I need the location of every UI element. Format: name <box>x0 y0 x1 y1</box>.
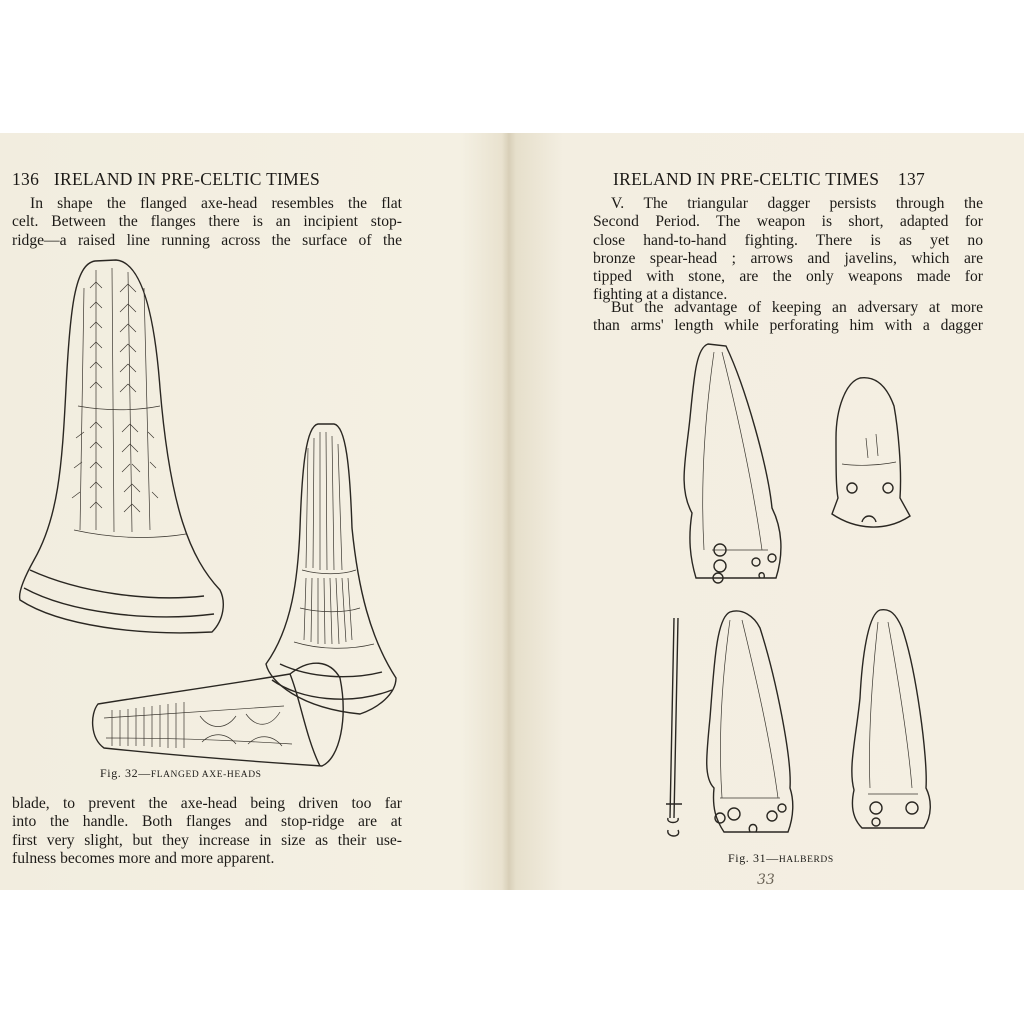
handwritten-figure-correction: 33 <box>757 872 775 888</box>
halberd-illustration-bottom-far-left <box>666 618 682 836</box>
right-para1-line: Second Period. The weapon is short, adapted for <box>593 213 983 231</box>
right-para1-line: close hand-to-hand fighting. There is as yet no <box>593 231 983 249</box>
left-bottom-line: blade, to prevent the axe-head being driven too far <box>12 795 402 812</box>
figure-31-caption <box>728 851 834 866</box>
right-running-head: IRELAND IN PRE-CELTIC TIMES <box>613 169 880 189</box>
figure-31-caption-prefix: Fig. 31— <box>728 851 779 865</box>
figure-32-caption-title: FLANGED AXE-HEADS <box>150 770 262 780</box>
figure-32-caption <box>100 766 262 781</box>
halberd-illustration-bottom-left <box>707 611 793 832</box>
right-para1-line: tipped with stone, are the only weapons made for <box>593 268 983 286</box>
figure-32-caption-prefix: Fig. 32— <box>100 766 151 780</box>
right-running-header <box>613 169 925 190</box>
right-para2-line: But the advantage of keeping an adversary at more <box>611 299 983 316</box>
left-bottom-line: fulness becomes more and more apparent. <box>12 849 275 867</box>
right-paragraph-1 <box>593 195 983 305</box>
left-bottom-line: first very slight, but they increase in size as their use- <box>12 831 402 849</box>
halberd-illustration-bottom-right <box>852 610 930 828</box>
halberd-illustration-top-left <box>684 344 781 583</box>
left-running-head: IRELAND IN PRE-CELTIC TIMES <box>53 169 321 189</box>
left-page <box>0 133 503 890</box>
right-para1-line: bronze spear-head ; arrows and javelins, which are <box>593 249 983 267</box>
right-para2-line: than arms' length while perforating him with a dagger <box>593 317 983 335</box>
large-axe-head-illustration <box>20 260 224 633</box>
left-top-line: celt. Between the flanges there is an incipient stop- <box>12 213 402 231</box>
left-bottom-line: into the handle. Both flanges and stop-ridge are at <box>12 813 402 831</box>
herringbone-pattern <box>72 268 158 532</box>
left-top-line: ridge—a raised line running across the surface of the <box>12 231 402 249</box>
medium-axe-head-illustration <box>266 424 396 714</box>
left-top-paragraph <box>12 195 402 250</box>
left-top-line: In shape the flanged axe-head resembles the flat <box>30 195 402 212</box>
medium-axe-vertical-hatching <box>304 432 352 644</box>
right-page <box>506 133 1024 890</box>
left-running-header <box>12 169 320 190</box>
right-paragraph-2 <box>593 299 983 336</box>
right-page-number: 137 <box>897 169 926 189</box>
right-para1-line: fighting at a distance. <box>593 286 728 304</box>
horizontal-axe-head-illustration <box>93 663 344 766</box>
right-para1-line: V. The triangular dagger persists through the <box>611 195 983 212</box>
left-page-number: 136 <box>12 169 40 189</box>
left-bottom-paragraph <box>12 795 402 868</box>
figure-31-caption-title: HALBERDS <box>778 855 834 865</box>
halberd-illustration-top-right <box>832 378 910 527</box>
figure-31-halberds <box>656 338 996 838</box>
figure-32-flanged-axe-heads <box>0 248 420 768</box>
